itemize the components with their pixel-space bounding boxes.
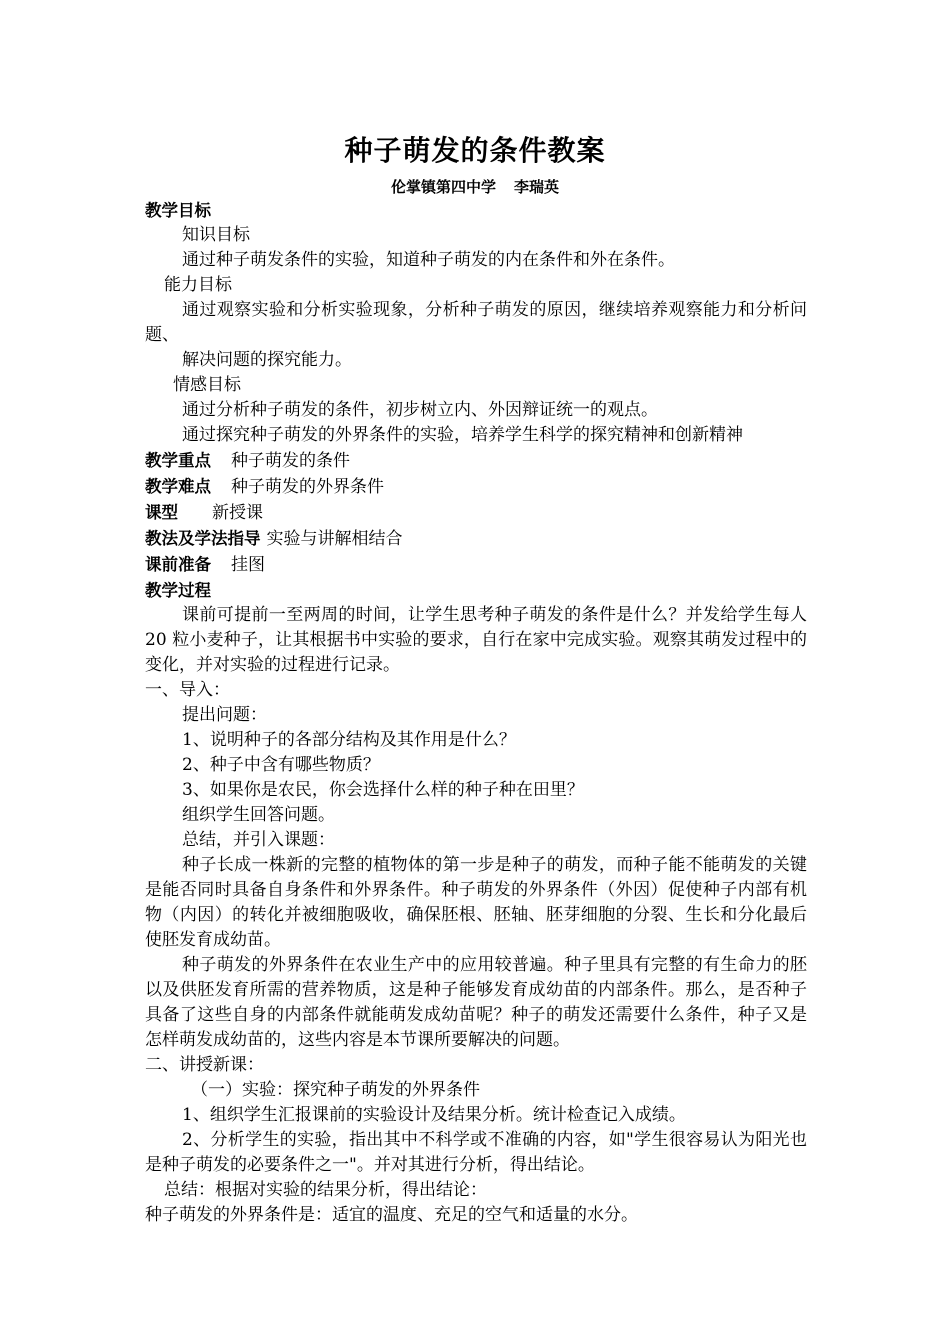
difficulty-label: 教学难点 — [145, 477, 211, 496]
lesson-type-line — [145, 500, 807, 526]
ability-goal-text-2: 解决问题的探究能力。 — [182, 350, 352, 370]
emotion-goal-label: 情感目标 — [173, 375, 241, 395]
author-name: 李瑞英 — [514, 178, 560, 196]
document-body — [145, 198, 807, 1228]
method-line — [145, 526, 807, 552]
process-intro: 课前可提前一至两周的时间，让学生思考种子萌发的条件是什么？并发给学生每人 20 粒小麦种子，让其根据书中实验的要求，自行在家中完成实验。观察其萌发过程中的变化，并对实验的过程进行记录。 — [145, 605, 807, 675]
preparation-line — [145, 552, 807, 578]
author-line — [0, 176, 950, 198]
summary-intro: 总结，并引入课题： — [182, 830, 335, 850]
experiment-subheading: （一）实验：探究种子萌发的外界条件 — [191, 1080, 480, 1100]
ability-goal-text: 通过观察实验和分析实验现象，分析种子萌发的原因，继续培养观察能力和分析问题、 — [145, 300, 807, 345]
section1-paragraph-1: 种子长成一株新的完整的植物体的第一步是种子的萌发，而种子能不能萌发的关键是能否同时具备自身条件和外界条件。种子萌发的外界条件（外因）促使种子内部有机物（内因）的转化并被细胞吸收，确保胚根、胚轴、胚芽细胞的分裂、生长和分化最后使胚发育成幼苗。 — [145, 855, 807, 950]
lesson-type-label: 课型 — [145, 503, 178, 522]
organize-answers: 组织学生回答问题。 — [182, 805, 335, 825]
difficulty-line — [145, 474, 807, 500]
section2-heading: 二、讲授新课： — [145, 1055, 264, 1075]
conclusion-lead: 总结：根据对实验的结果分析，得出结论： — [164, 1180, 487, 1200]
key-point-value: 种子萌发的条件 — [231, 451, 350, 471]
knowledge-goal-text: 通过种子萌发条件的实验，知道种子萌发的内在条件和外在条件。 — [182, 250, 675, 270]
process-heading: 教学过程 — [145, 581, 211, 600]
document-title: 种子萌发的条件教案 — [344, 134, 606, 167]
lesson-type-value: 新授课 — [212, 503, 263, 523]
question-1: 1、说明种子的各部分结构及其作用是什么？ — [182, 730, 516, 750]
preparation-label: 课前准备 — [145, 555, 211, 574]
author-school: 伦掌镇第四中学 — [390, 178, 496, 196]
method-label: 教法及学法指导 — [145, 529, 261, 548]
section1-heading: 一、导入： — [145, 680, 230, 700]
key-point-line — [145, 448, 807, 474]
knowledge-goal-label: 知识目标 — [182, 225, 250, 245]
preparation-value: 挂图 — [231, 555, 265, 575]
question-2: 2、种子中含有哪些物质？ — [182, 755, 380, 775]
section1-paragraph-2: 种子萌发的外界条件在农业生产中的应用较普遍。种子里具有完整的有生命力的胚以及供胚发育所需的营养物质，这是种子能够发育成幼苗的内部条件。那么，是否种子具备了这些自身的内部条件就能萌发成幼苗呢？种子的萌发还需要什么条件，种子又是怎样萌发成幼苗的，这些内容是本节课所要解决的问题。 — [145, 955, 807, 1050]
method-value: 实验与讲解相结合 — [266, 529, 403, 549]
section1-ask: 提出问题： — [182, 705, 267, 725]
goals-heading: 教学目标 — [145, 201, 211, 220]
step-1: 1、组织学生汇报课前的实验设计及结果分析。统计检查记入成绩。 — [182, 1105, 686, 1125]
emotion-goal-text-1: 通过分析种子萌发的条件，初步树立内、外因辩证统一的观点。 — [182, 400, 658, 420]
ability-goal-label: 能力目标 — [164, 275, 232, 295]
key-point-label: 教学重点 — [145, 451, 211, 470]
difficulty-value: 种子萌发的外界条件 — [231, 477, 384, 497]
emotion-goal-text-2: 通过探究种子萌发的外界条件的实验，培养学生科学的探究精神和创新精神 — [182, 425, 743, 445]
conclusion-text: 种子萌发的外界条件是：适宜的温度、充足的空气和适量的水分。 — [145, 1205, 638, 1225]
step-2: 2、分析学生的实验，指出其中不科学或不准确的内容，如"学生很容易认为阳光也是种子萌发的必要条件之一"。并对其进行分析，得出结论。 — [145, 1130, 807, 1175]
question-3: 3、如果你是农民，你会选择什么样的种子种在田里？ — [182, 780, 584, 800]
